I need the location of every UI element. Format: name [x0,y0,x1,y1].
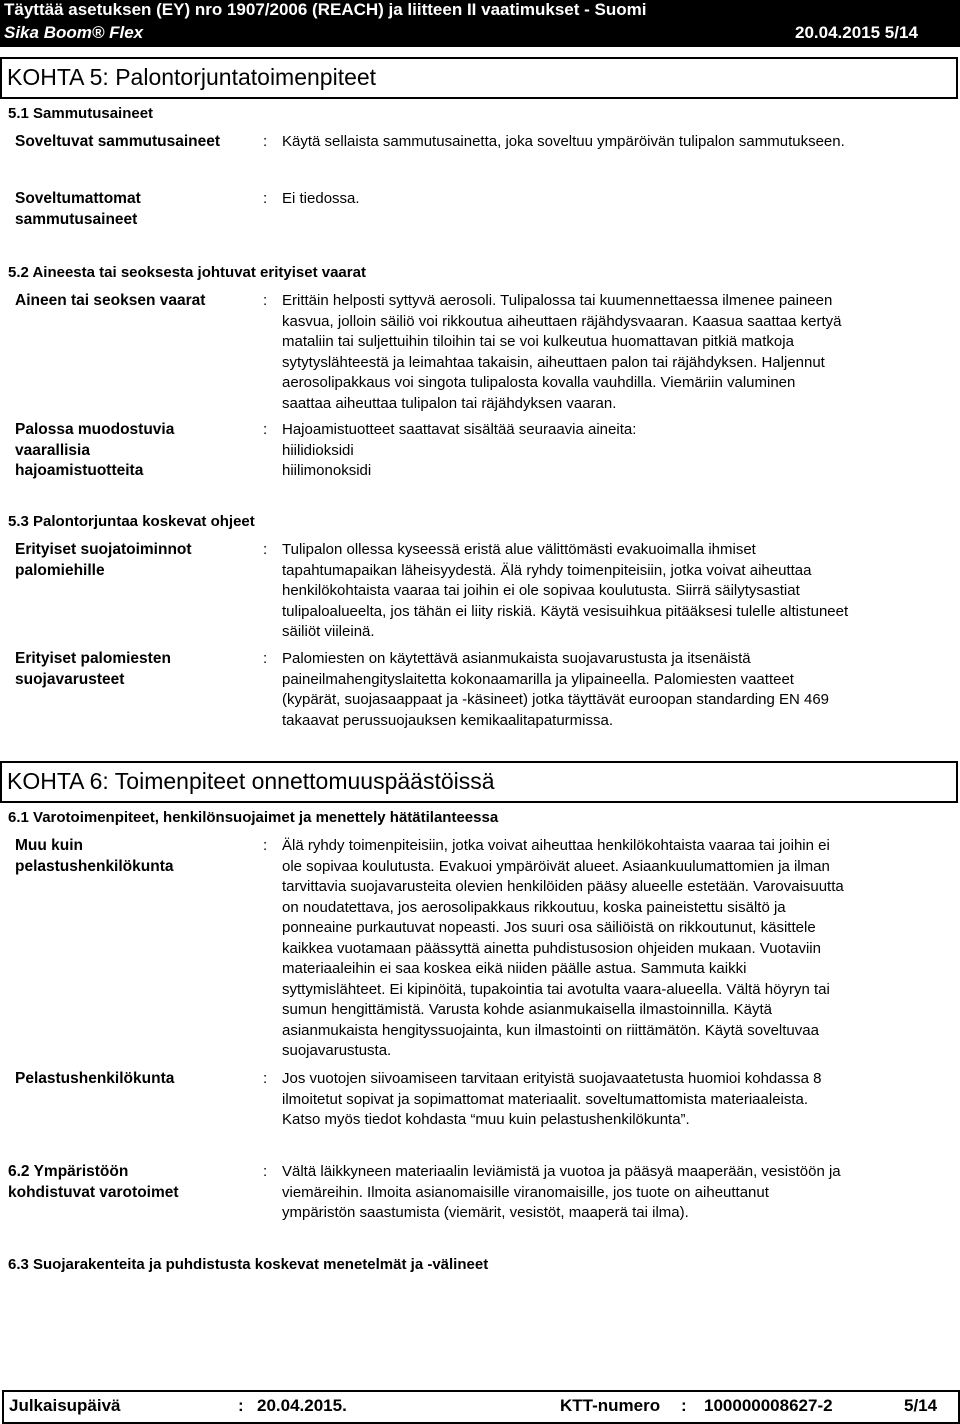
protective-equipment-text [282,649,829,731]
text-line: Tulipalon ollessa kyseessä eristä alue välittömästi evakuoimalla ihmiset [282,541,756,558]
emergency-responders-text [282,1069,821,1131]
environmental-precautions-label [8,1162,179,1203]
label-line: Soveltumattomat [15,190,141,207]
text-line: tulipaloalueelta, jos tähän ei liity riskiä. Käytä vesisuihkua pitääksesi tulelle altistuneet [282,602,849,620]
text-line: Jos vuotojen siivoamiseen tarvitaan erityistä suojavaatetusta huomioi kohdassa 8 [282,1070,822,1087]
text-line: mataliin tai suljettuihin tiloihin tai se voi kulkeutua huomattavan pitkiä matkoja [282,333,794,350]
combustion-products-label [15,420,174,482]
suitable-media-label: Soveltuvat sammutusaineet [15,133,221,150]
label-line: Erityiset suojatoiminnot [15,541,192,558]
text-line: suojavarustusta. [282,1042,392,1059]
text-line: syttymislähteet. Ei kipinöitä, tupakointia tai avotulta vaara-alueella. Vältä höyryn tai [282,980,830,998]
section-5-title-box [0,57,958,99]
text-line: tarvittavia suojavarusteita olevien henkilöiden pääsy alueelle estetään. Varovaisuutta [282,878,844,895]
non-emergency-text [282,836,844,1062]
text-line: sytytyslähteestä ja leimahtaa takaisin, aiheuttaen palon tai räjähdyksen. Haljennut [282,353,825,371]
text-line: ole sopivaa koulutusta. Evakuoi ympäröivät alueet. Asiaankuulumattomien ja ilman [282,857,830,875]
header-date-page: 20.04.2015 5/14 [795,23,918,42]
label-line: vaarallisia [15,441,90,459]
section-6-title-box [0,761,958,803]
special-actions-label [15,540,192,581]
colon: : [263,837,268,854]
unsuitable-media-value: Ei tiedossa. [282,190,360,207]
subsection-5-2-heading: 5.2 Aineesta tai seoksesta johtuvat erityiset vaarat [8,264,366,281]
document-header [0,0,960,47]
suitable-media-value: Käytä sellaista sammutusainetta, joka soveltuu ympäröivän tulipalon sammutukseen. [282,133,845,150]
non-emergency-label [15,836,173,877]
text-line: sumun hengittämistä. Varusta kohde asianmukaisella ilmastoinnilla. Käytä [282,1001,772,1018]
colon: : [263,190,268,207]
footer-page: 5/14 [904,1396,938,1415]
footer-ktt-label: KTT-numero [560,1396,661,1415]
footer-ktt-value: 100000008627-2 [704,1396,833,1415]
label-line: kohdistuvat varotoimet [8,1183,179,1201]
text-line: säiliöt viileinä. [282,623,375,640]
label-line: Erityiset palomiesten [15,650,171,667]
text-line: Älä ryhdy toimenpiteisiin, jotka voivat aiheuttaa henkilökohtaista vaaraa tai joihin ei [282,837,830,854]
text-line: Erittäin helposti syttyvä aerosoli. Tulipalossa tai kuumennettaessa ilmenee paineen [282,292,833,309]
text-line: kaikkea vuotamaan päässyttä ainetta puhdistusosion ohjeiden mukaan. Vuotaviin [282,939,821,957]
text-line: Palomiesten on käytettävä asianmukaista suojavarustusta ja itsenäistä [282,650,751,667]
text-line: materiaaleihin ei saa koskea eikä niiden päälle astua. Sammuta kaikki [282,960,747,977]
environmental-precautions-text [282,1162,841,1224]
text-line: (kypärät, suojasaappaat ja -käsineet) jotka täyttävät euroopan standarding EN 469 [282,691,830,708]
label-line: suojavarusteet [15,670,125,688]
footer-date-value: 20.04.2015. [257,1396,347,1415]
label-line: pelastushenkilökunta [15,857,174,875]
hazards-label: Aineen tai seoksen vaarat [15,292,206,309]
footer-ktt-colon: : [681,1396,687,1415]
label-line: Palossa muodostuvia [15,421,175,438]
label-line: hajoamistuotteita [15,462,144,479]
text-line: Vältä läikkyneen materiaalin leviämistä ja vuotoa ja pääsyä maaperään, vesistöön ja [282,1163,841,1180]
label-line: 6.2 Ympäristöön [8,1163,129,1180]
subsection-5-3-heading: 5.3 Palontorjuntaa koskevat ohjeet [8,513,255,530]
text-line: viemäreihin. Ilmoita asianomaisille viranomaisille, jos tuote on aiheuttanut [282,1183,769,1201]
colon: : [263,292,268,309]
text-line: asianmukaista hengityssuojainta, kun ilmastointi on riittämätön. Käytä soveltuvaa [282,1021,819,1039]
combustion-products-text [282,420,636,482]
text-line: saattaa aiheuttaa tulipalon tai räjähdyksen vaaran. [282,394,617,412]
section-5-title: KOHTA 5: Palontorjuntatoimenpiteet [7,64,377,90]
regulation-title: Täyttää asetuksen (EY) nro 1907/2006 (REACH) ja liitteen II vaatimukset - Suomi [4,0,647,19]
subsection-5-1-heading: 5.1 Sammutusaineet [8,105,154,122]
section-6-title: KOHTA 6: Toimenpiteet onnettomuuspäästöissä [7,768,495,794]
label-line: palomiehille [15,561,105,579]
colon: : [263,1070,268,1087]
text-line: on noudatettava, jos aerosolipakkaus rikkoutuu, koska paineistettu sisältö ja [282,898,786,916]
hazards-text [282,291,842,414]
text-line: takaavat perussuojauksen kemikaalitapaturmissa. [282,711,614,729]
text-line: paineilmahengityslaitetta kokonaamarilla ja ylipaineella. Palomiesten vaatteet [282,670,794,688]
text-line: Hajoamistuotteet saattavat sisältää seuraavia aineita: [282,421,637,438]
text-line: ilmoitetut sopivat ja sopimattomat materiaalit. soveltumattomista materiaaleista. [282,1090,809,1108]
colon: : [263,541,268,558]
text-line: hiilidioksidi [282,441,354,459]
colon: : [263,421,268,438]
text-line: hiilimonoksidi [282,462,372,479]
subsection-6-1-heading: 6.1 Varotoimenpiteet, henkilönsuojaimet ja menettely hätätilanteessa [8,809,499,826]
label-line: sammutusaineet [15,210,138,228]
text-line: henkilökohtaista vaaraa tai joihin ei ole sopivaa koulutusta. Siirrä säilytysastiat [282,582,800,599]
footer-date-colon: : [238,1396,244,1415]
unsuitable-media-label [15,189,141,230]
text-line: ympäristön saastumista (viemärit, vesistöt, maaperä tai ilma). [282,1204,689,1221]
document-footer [2,1390,960,1424]
product-name: Sika Boom® Flex [4,23,144,42]
footer-date-label: Julkaisupäivä [9,1396,121,1415]
label-line: Muu kuin [15,837,84,854]
protective-equipment-label [15,649,171,690]
text-line: kasvua, jolloin säiliö voi rikkoutua aiheuttaen räjähdysvaaran. Kaasua saattaa kertyä [282,312,842,330]
subsection-6-3-heading: 6.3 Suojarakenteita ja puhdistusta koskevat menetelmät ja -välineet [8,1256,489,1273]
colon: : [263,133,268,150]
colon: : [263,1163,268,1180]
text-line: ponneaine purkautuvat nopeasti. Jos suuri osa säiliöistä on rikkoutunut, käsittele [282,919,816,936]
text-line: aerosolipakkaus voi singota tulipalosta kovalla vauhdilla. Viemäriin valuminen [282,374,796,391]
emergency-responders-label: Pelastushenkilökunta [15,1070,175,1087]
text-line: Katso myös tiedot kohdasta “muu kuin pelastushenkilökunta”. [282,1111,690,1128]
special-actions-text [282,540,848,643]
colon: : [263,650,268,667]
text-line: tapahtumapaikan läheisyydestä. Älä ryhdy toimenpiteisiin, jotka voivat aiheuttaa [282,561,812,579]
